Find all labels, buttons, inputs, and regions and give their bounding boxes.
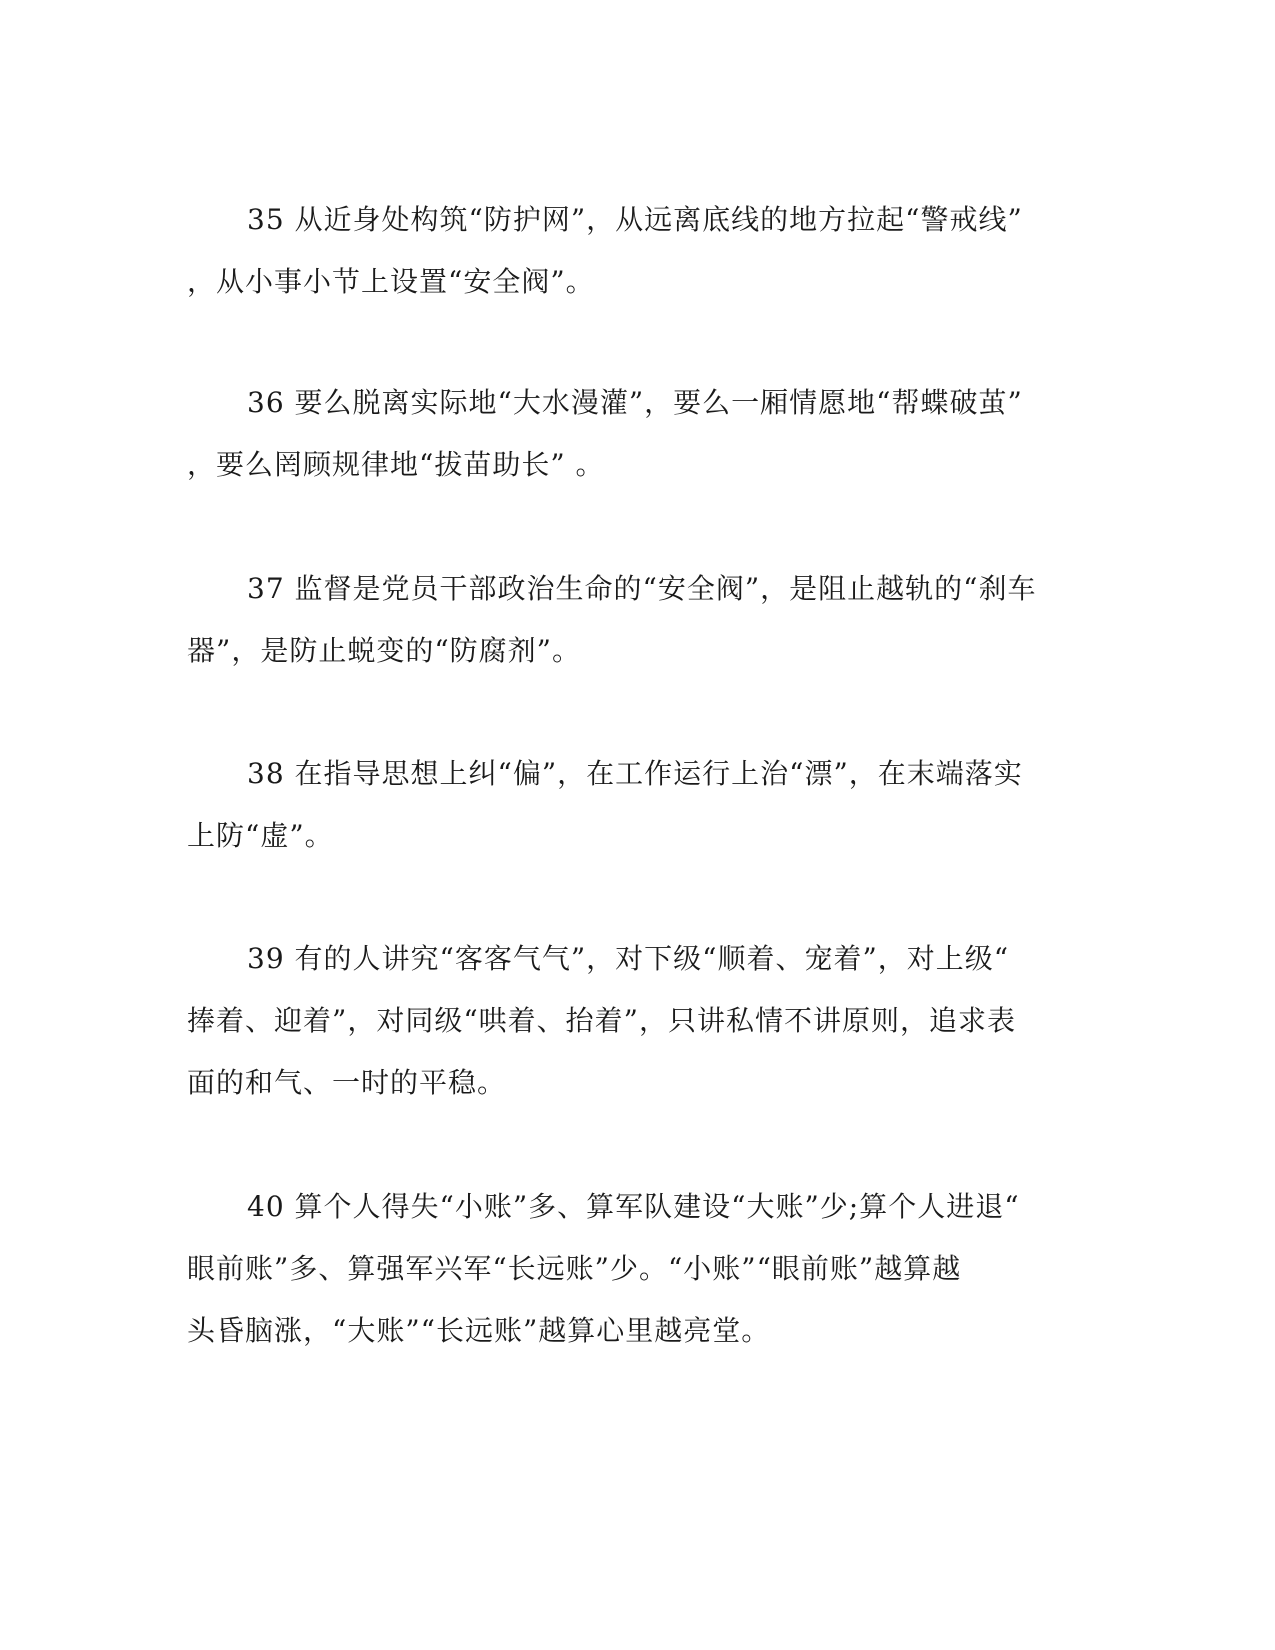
paragraph-line: ，要么罔顾规律地“拔苗助长” 。 [187,448,605,481]
paragraph-line: 38 在指导思想上纠“偏”，在工作运行上治“漂”，在末端落实 [247,757,1023,790]
paragraph-line: 上防“虚”。 [187,819,334,852]
paragraph-line: 39 有的人讲究“客客气气”，对下级“顺着、宠着”，对上级“ [247,942,1010,975]
paragraph-line: 捧着、迎着”，对同级“哄着、抬着”，只讲私情不讲原则，追求表 [187,1004,1016,1037]
paragraph-line: 头昏脑涨，“大账”“长远账”越算心里越亮堂。 [187,1314,771,1347]
paragraph-line: 35 从近身处构筑“防护网”，从远离底线的地方拉起“警戒线” [247,203,1023,236]
paragraph-line: 40 算个人得失“小账”多、算军队建设“大账”少;算个人进退“ [247,1190,1020,1223]
paragraph-line: 面的和气、一时的平稳。 [187,1066,507,1099]
paragraph-line: ，从小事小节上设置“安全阀”。 [187,265,595,298]
paragraph-line: 器”，是防止蜕变的“防腐剂”。 [187,634,581,667]
paragraph-line: 37 监督是党员干部政治生命的“安全阀”，是阻止越轨的“刹车 [247,572,1037,605]
paragraph-line: 眼前账”多、算强军兴军“长远账”少。“小账”“眼前账”越算越 [187,1252,962,1285]
paragraph-line: 36 要么脱离实际地“大水漫灌”，要么一厢情愿地“帮蝶破茧” [247,386,1023,419]
